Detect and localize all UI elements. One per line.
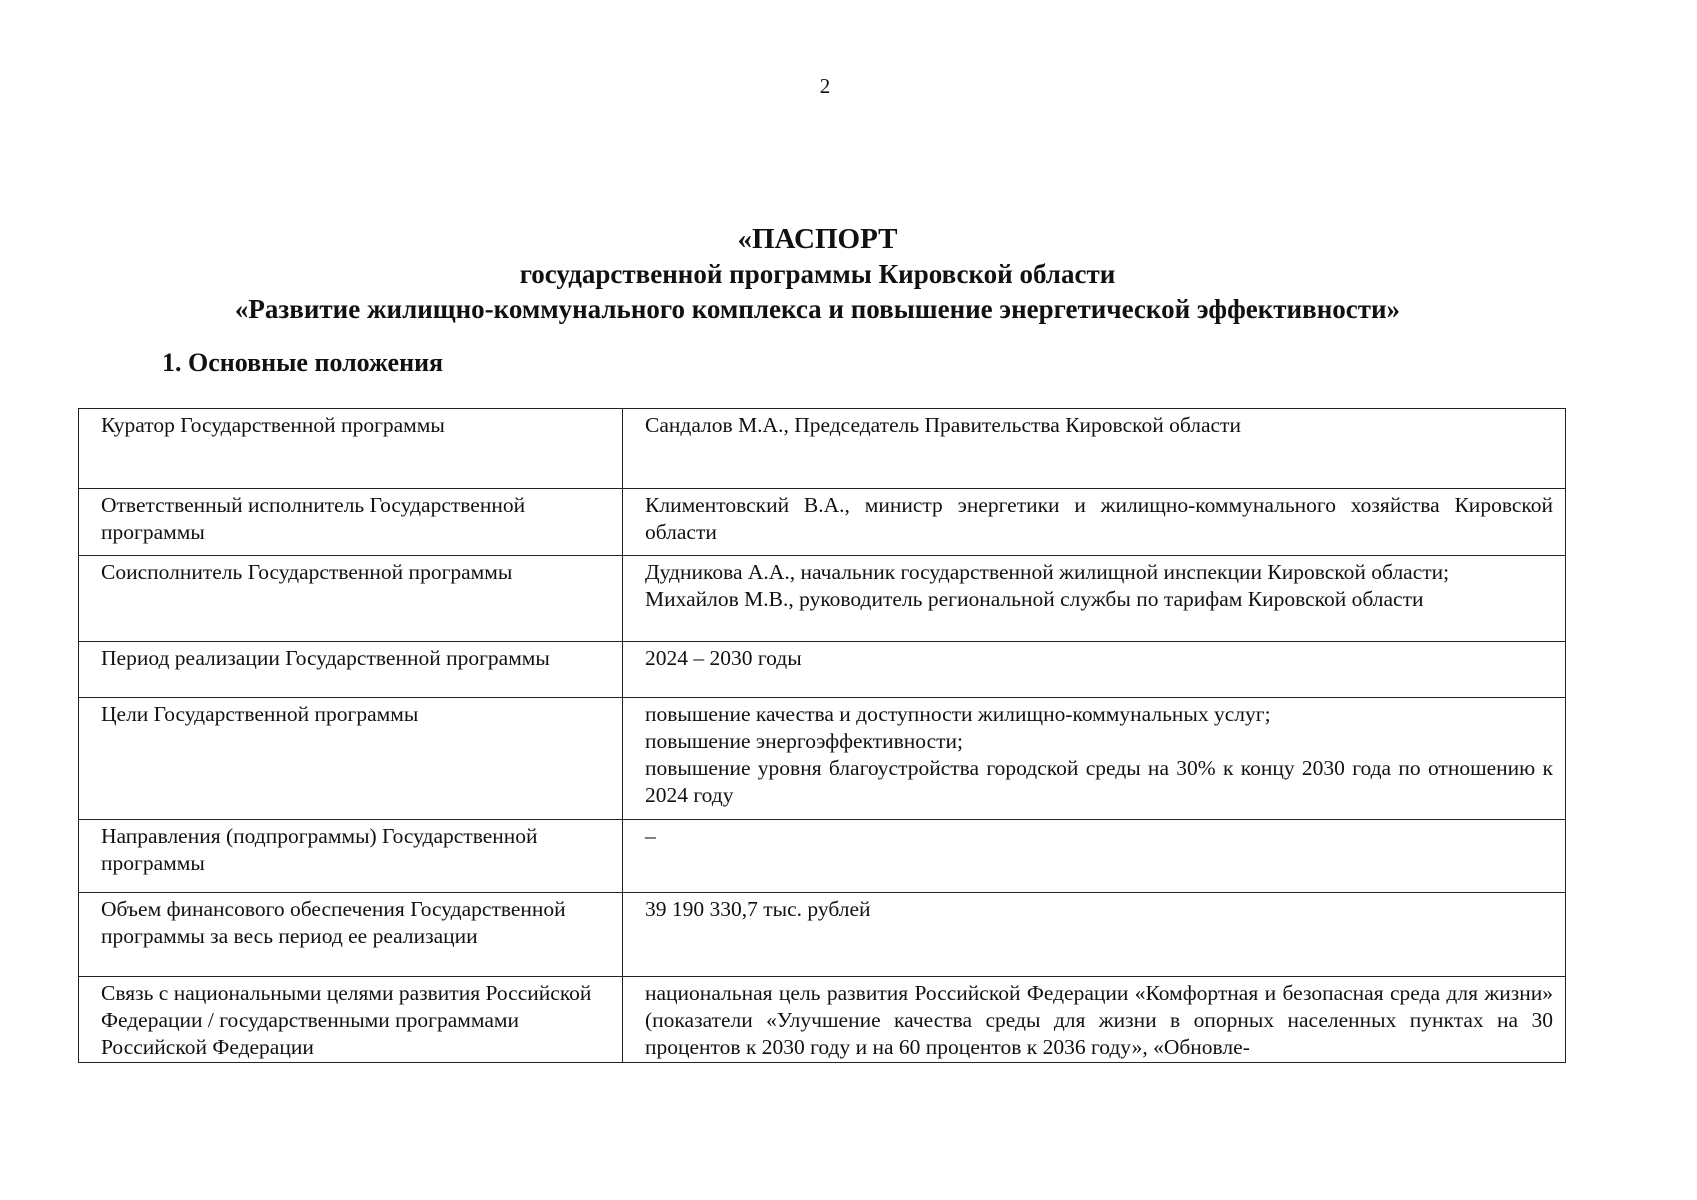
table-row: [79, 642, 1566, 698]
value-line: 2024 – 2030 годы: [645, 646, 802, 670]
row-label-period: Период реализации Государственной программы: [79, 642, 623, 698]
table-row: [79, 556, 1566, 642]
row-label-national-goals: Связь с национальными целями развития Российской Федерации / государственными программами Российской Федерации: [79, 977, 623, 1063]
value-line: –: [645, 824, 656, 848]
value-line: повышение уровня благоустройства городской среды на 30% к концу 2030 года по отношению к 2024 году: [645, 756, 1553, 807]
table-row: [79, 977, 1566, 1063]
row-label-directions: Направления (подпрограммы) Государственной программы: [79, 820, 623, 893]
value-line: повышение качества и доступности жилищно-коммунальных услуг;: [645, 702, 1271, 726]
table-row: [79, 698, 1566, 820]
row-value-responsible-executor: [623, 489, 1566, 556]
section-heading: 1. Основные положения: [162, 348, 444, 377]
row-value-national-goals: [623, 977, 1566, 1063]
row-value-period: [623, 642, 1566, 698]
value-line: Михайлов М.В., руководитель региональной службы по тарифам Кировской области: [645, 587, 1424, 611]
row-label-curator: Куратор Государственной программы: [79, 409, 623, 489]
row-value-co-executor: [623, 556, 1566, 642]
document-title: [0, 222, 1635, 327]
value-line: Сандалов М.А., Председатель Правительства Кировской области: [645, 413, 1241, 437]
value-line: повышение энергоэффективности;: [645, 729, 964, 753]
table-row: [79, 489, 1566, 556]
value-line: Климентовский В.А., министр энергетики и жилищно-коммунального хозяйства Кировской области: [645, 493, 1553, 544]
row-label-goals: Цели Государственной программы: [79, 698, 623, 820]
page-number: 2: [819, 74, 831, 98]
title-line-3: «Развитие жилищно-коммунального комплекса и повышение энергетической эффективности»: [234, 294, 1401, 324]
row-value-directions: [623, 820, 1566, 893]
title-line-2: государственной программы Кировской области: [519, 259, 1116, 289]
table-row: [79, 820, 1566, 893]
row-label-responsible-executor: Ответственный исполнитель Государственной программы: [79, 489, 623, 556]
title-line-1: «ПАСПОРТ: [737, 223, 898, 255]
passport-table: [78, 408, 1566, 1063]
value-line: национальная цель развития Российской Федерации «Комфортная и безопасная среда для жизни» (показатели «Улучшение качества среды для жизни в опорных населенных пунктах на 30 процентов к 2030 году и на 60 процентов к 2036 году», «Обновле-: [645, 981, 1553, 1059]
table-row: [79, 409, 1566, 489]
table-row: [79, 893, 1566, 977]
value-line: Дудникова А.А., начальник государственной жилищной инспекции Кировской области;: [645, 560, 1450, 584]
row-label-co-executor: Соисполнитель Государственной программы: [79, 556, 623, 642]
row-label-funding: Объем финансового обеспечения Государственной программы за весь период ее реализации: [79, 893, 623, 977]
row-value-goals: [623, 698, 1566, 820]
row-value-funding: [623, 893, 1566, 977]
value-line: 39 190 330,7 тыс. рублей: [645, 897, 871, 921]
row-value-curator: [623, 409, 1566, 489]
